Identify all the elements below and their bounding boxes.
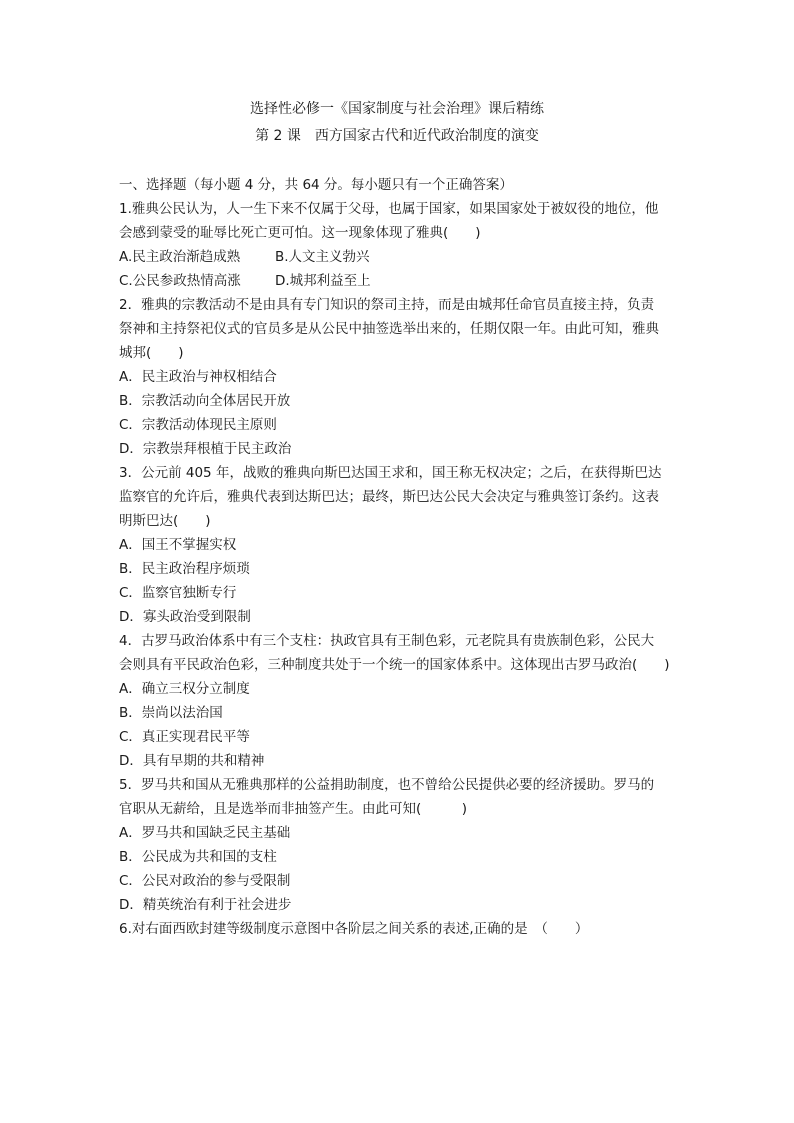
question-text-line: 6.对右面西欧封建等级制度示意图中各阶层之间关系的表述,正确的是 （ ） [119, 921, 589, 937]
question-text-line: 监察官的允许后，雅典代表到达斯巴达；最终，斯巴达公民大会决定与雅典签订条约。这表 [119, 489, 659, 505]
question-text-line: 祭神和主持祭祀仪式的官员多是从公民中抽签选举出来的，任期仅限一年。由此可知，雅典 [119, 321, 659, 337]
document-title: 选择性必修一《国家制度与社会治理》课后精练 [250, 101, 544, 117]
question-6 [119, 917, 689, 941]
question-text-line: 官职从无薪给，且是选举而非抽签产生。由此可知( ) [119, 801, 468, 817]
option-c[interactable]: C．真正实现君民平等 [119, 729, 250, 745]
option-a[interactable]: A．国王不掌握实权 [119, 537, 237, 553]
option-row [119, 269, 689, 293]
question-content [119, 173, 689, 941]
question-text-line: 城邦( ) [119, 345, 184, 361]
option-b[interactable]: B．公民成为共和国的支柱 [119, 849, 277, 865]
option-c[interactable]: C.公民参政热情高涨 [119, 273, 241, 289]
option-d[interactable]: D．宗教崇拜根植于民主政治 [119, 441, 292, 457]
option-a[interactable]: A.民主政治渐趋成熟 [119, 249, 241, 265]
option-d[interactable]: D.城邦利益至上 [275, 273, 371, 289]
question-text-line: 1.雅典公民认为，人一生下来不仅属于父母，也属于国家，如果国家处于被奴役的地位，他 [119, 201, 659, 217]
question-4 [119, 629, 689, 773]
option-a[interactable]: A．确立三权分立制度 [119, 681, 250, 697]
option-b[interactable]: B．民主政治程序烦琐 [119, 561, 250, 577]
option-c[interactable]: C．监察官独断专行 [119, 585, 237, 601]
option-c[interactable]: C．公民对政治的参与受限制 [119, 873, 291, 889]
question-text-line: 3．公元前 405 年，战败的雅典向斯巴达国王求和，国王称无权决定；之后，在获得斯巴达 [119, 465, 662, 481]
question-2 [119, 293, 689, 461]
question-text-line: 明斯巴达( ) [119, 513, 211, 529]
question-text-line: 会感到蒙受的耻辱比死亡更可怕。这一现象体现了雅典( ) [119, 225, 481, 241]
option-d[interactable]: D．精英统治有利于社会进步 [119, 897, 292, 913]
question-text-line: 会则具有平民政治色彩，三种制度共处于一个统一的国家体系中。这体现出古罗马政治( ) [119, 657, 670, 673]
question-1 [119, 197, 689, 293]
option-row [119, 245, 689, 269]
option-a[interactable]: A．罗马共和国缺乏民主基础 [119, 825, 291, 841]
option-b[interactable]: B．宗教活动向全体居民开放 [119, 393, 291, 409]
option-c[interactable]: C．宗教活动体现民主原则 [119, 417, 277, 433]
option-b[interactable]: B.人文主义勃兴 [275, 249, 370, 265]
question-text-line: 5．罗马共和国从无雅典那样的公益捐助制度，也不曾给公民提供必要的经济援助。罗马的 [119, 777, 655, 793]
option-b[interactable]: B．崇尚以法治国 [119, 705, 223, 721]
lesson-subtitle: 第 2 课 西方国家古代和近代政治制度的演变 [255, 128, 539, 144]
section-heading: 一、选择题（每小题 4 分，共 64 分。每小题只有一个正确答案） [119, 177, 513, 193]
question-3 [119, 461, 689, 629]
question-5 [119, 773, 689, 917]
question-text-line: 4．古罗马政治体系中有三个支柱：执政官具有王制色彩，元老院具有贵族制色彩，公民大 [119, 633, 655, 649]
option-d[interactable]: D．寡头政治受到限制 [119, 609, 251, 625]
option-a[interactable]: A．民主政治与神权相结合 [119, 369, 277, 385]
option-d[interactable]: D．具有早期的共和精神 [119, 753, 265, 769]
question-text-line: 2．雅典的宗教活动不是由具有专门知识的祭司主持，而是由城邦任命官员直接主持，负责 [119, 297, 655, 313]
